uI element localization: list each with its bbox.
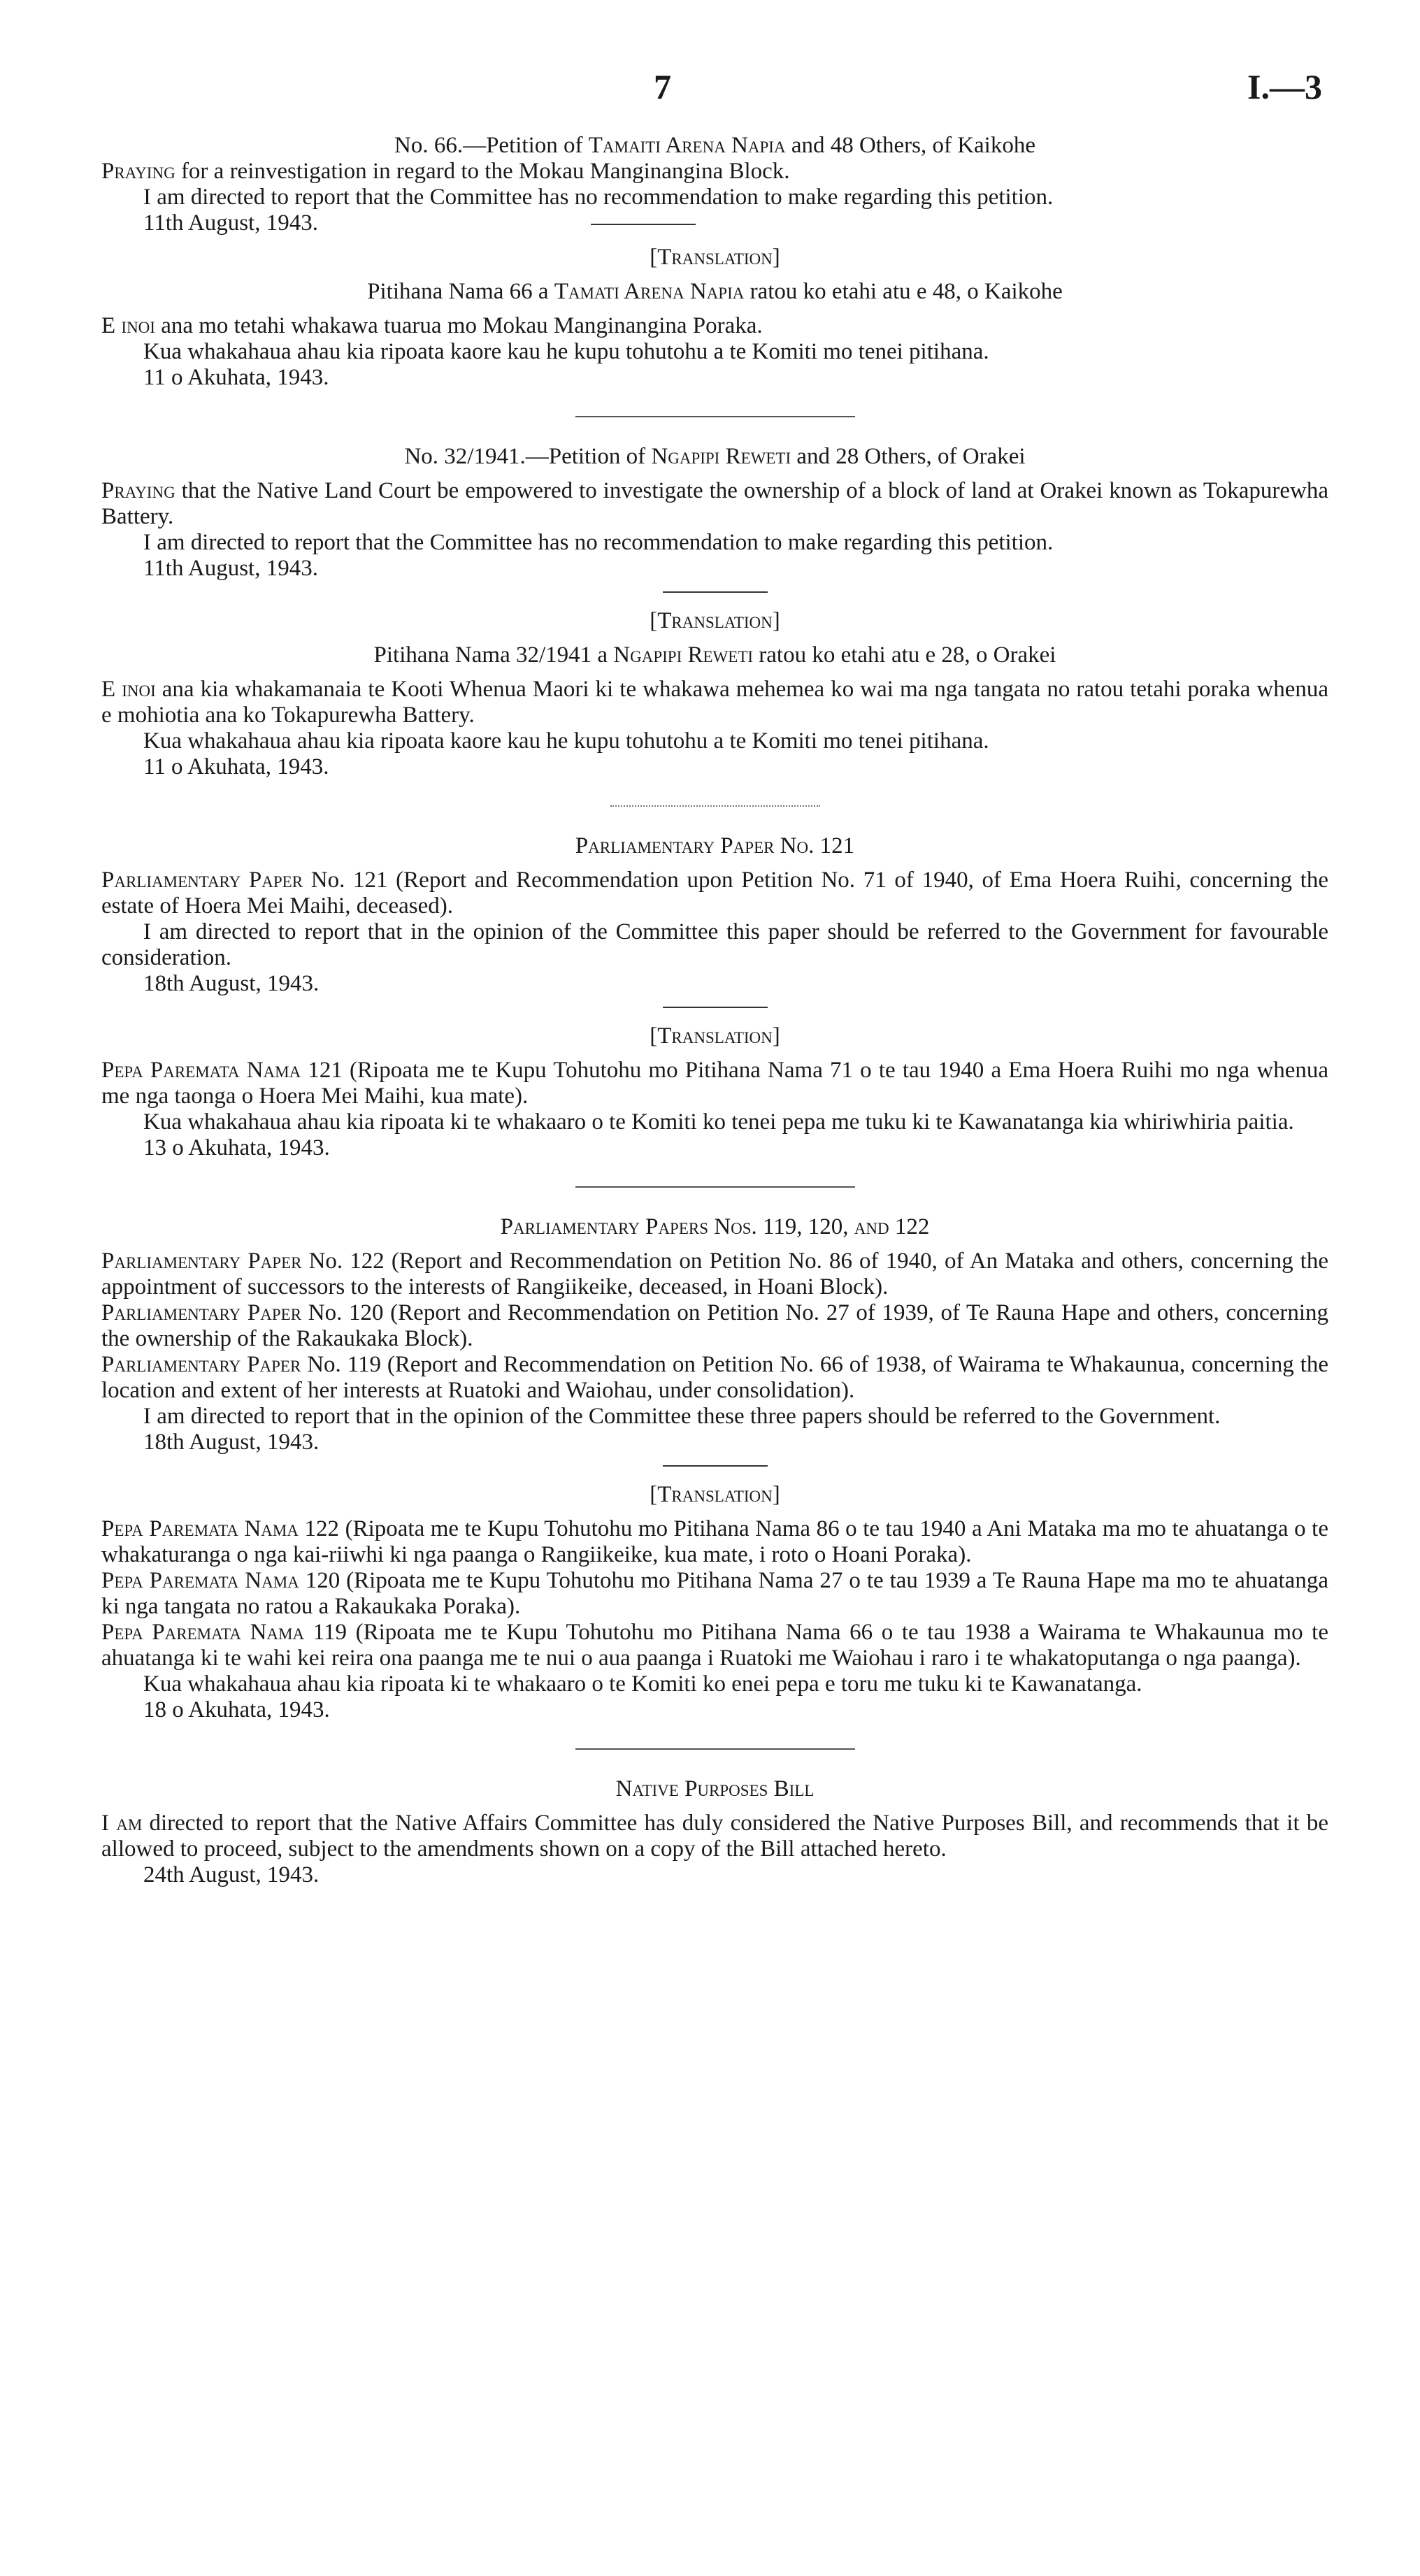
petition-32-section [101, 444, 1328, 780]
petition-66-translation-inoi: E inoi ana mo tetahi whakawa tuarua mo Mokau Manginangina Poraka. [101, 313, 763, 338]
paper-119-description: Parliamentary Paper No. 119 (Report and Recommendation on Petition No. 66 of 1938, of Wairama te Whakaunua, concerning the location and extent of her interests at Ruatoki and Waiohau, under consolidation). [101, 1352, 1328, 1403]
petition-66-translation-report: Kua whakahaua ahau kia ripoata kaore kau he kupu tohutohu a te Komiti mo tenei pitihana. [143, 339, 989, 364]
page-number: 7 [654, 67, 671, 106]
paper-121-report: I am directed to report that in the opinion of the Committee this paper should be referred to the Government for favourable consideration. [101, 919, 1328, 970]
petition-32-translation-date: 11 o Akuhata, 1943. [143, 754, 329, 779]
document-reference: I.—3 [1247, 67, 1322, 106]
section-divider [610, 805, 820, 807]
petition-32-praying: Praying that the Native Land Court be empowered to investigate the ownership of a block of land at Orakei known as Tokapurewha Battery. [101, 478, 1328, 529]
section-divider [663, 1465, 768, 1467]
petition-32-translation-report: Kua whakahaua ahau kia ripoata kaore kau he kupu tohutohu a te Komiti mo tenei pitihana. [143, 728, 989, 754]
paper-120-description: Parliamentary Paper No. 120 (Report and Recommendation on Petition No. 27 of 1939, of Te Rauna Hape and others, concerning the ownership of the Rakaukaka Block). [101, 1300, 1328, 1351]
petition-66-report: I am directed to report that the Committee has no recommendation to make regarding this petition. [143, 185, 1054, 210]
section-divider [575, 416, 855, 417]
petition-66-translation-label: [Translation] [650, 245, 780, 270]
papers-119-120-122-heading: Parliamentary Papers Nos. 119, 120, and 122 [500, 1214, 930, 1239]
paper-120-translation: Pepa Paremata Nama 120 (Ripoata me te Kupu Tohutohu mo Pitihana Nama 27 o te tau 1939 a Te Rauna Hape ma mo te ahuatanga ki nga tangata no ratou a Rakaukaka Poraka). [101, 1568, 1328, 1619]
petition-66-translation-date: 11 o Akuhata, 1943. [143, 365, 329, 390]
section-divider [663, 591, 768, 593]
paper-121-translation-report: Kua whakahaua ahau kia ripoata ki te whakaaro o te Komiti ko tenei pepa me tuku ki te Kawanatanga kia whiriwhiria paitia. [143, 1109, 1294, 1135]
petition-32-heading: No. 32/1941.—Petition of Ngapipi Reweti and 28 Others, of Orakei [404, 444, 1026, 469]
petition-66-section [101, 133, 1328, 391]
native-purposes-bill-heading: Native Purposes Bill [615, 1776, 815, 1801]
paper-122-description: Parliamentary Paper No. 122 (Report and Recommendation on Petition No. 86 of 1940, of An Mataka and others, concerning the appointment of successors to the interests of Rangiikeike, deceased, in Hoani Block). [101, 1249, 1328, 1300]
papers-119-120-122-report: I am directed to report that in the opinion of the Committee these three papers should be referred to the Government. [143, 1404, 1221, 1429]
page-body [101, 133, 1328, 1888]
petition-32-translation-heading: Pitihana Nama 32/1941 a Ngapipi Reweti ratou ko etahi atu e 28, o Orakei [373, 642, 1056, 668]
papers-119-120-122-date: 18th August, 1943. [143, 1430, 320, 1455]
native-purposes-bill-date: 24th August, 1943. [143, 1862, 320, 1887]
petition-32-date: 11th August, 1943. [143, 556, 318, 581]
paper-121-date: 18th August, 1943. [143, 971, 320, 996]
section-divider [575, 1748, 855, 1750]
section-divider [575, 1186, 855, 1188]
paper-121-description: Parliamentary Paper No. 121 (Report and Recommendation upon Petition No. 71 of 1940, of Ema Hoera Ruihi, concerning the estate of Hoera Mei Maihi, deceased). [101, 868, 1328, 919]
paper-122-translation: Pepa Paremata Nama 122 (Ripoata me te Kupu Tohutohu mo Pitihana Nama 86 o te tau 1940 a Ani Mataka ma mo te ahuatanga o te whakaturanga o nga kai-riiwhi ki nga paanga o Rangiikeike, kua mate, i roto o Hoani Poraka). [101, 1516, 1328, 1567]
native-purposes-bill-section [101, 1776, 1328, 1888]
paper-121-heading: Parliamentary Paper No. 121 [575, 833, 855, 858]
petition-66-translation-heading: Pitihana Nama 66 a Tamati Arena Napia ratou ko etahi atu e 48, o Kaikohe [367, 279, 1063, 304]
petition-32-translation-inoi: E inoi ana kia whakamanaia te Kooti Whenua Maori ki te whakawa mehemea ko wai ma nga tangata no ratou tetahi poraka whenua e mohiotia ana ko Tokapurewha Battery. [101, 677, 1329, 728]
section-divider [663, 1007, 768, 1008]
papers-119-120-122-section [101, 1214, 1328, 1723]
paper-121-translation-label: [Translation] [650, 1023, 780, 1049]
petition-66-praying: Praying for a reinvestigation in regard to the Mokau Manginangina Block. [101, 159, 790, 184]
paper-121-translation-date: 13 o Akuhata, 1943. [143, 1135, 330, 1160]
native-purposes-bill-report: I am directed to report that the Native Affairs Committee has duly considered the Native Purposes Bill, and recommends that it be allowed to proceed, subject to the amendments shown on a copy of the Bill attached hereto. [101, 1811, 1328, 1862]
paper-121-translation-description: Pepa Paremata Nama 121 (Ripoata me te Kupu Tohutohu mo Pitihana Nama 71 o te tau 1940 a Ema Hoera Ruihi mo nga whenua me nga taonga o Hoera Mei Maihi, kua mate). [101, 1058, 1328, 1109]
petition-66-heading: No. 66.—Petition of Tamaiti Arena Napia and 48 Others, of Kaikohe [394, 133, 1035, 158]
petition-32-report: I am directed to report that the Committee has no recommendation to make regarding this petition. [143, 530, 1054, 555]
petition-32-translation-label: [Translation] [650, 608, 780, 633]
paper-119-translation: Pepa Paremata Nama 119 (Ripoata me te Kupu Tohutohu mo Pitihana Nama 66 o te tau 1938 a Wairama te Whakaunua mo te ahuatanga ki te wahi kei reira ona paanga me te nui o aua paanga i Ruatoki me Waiohau i raro i te whakatoputanga o nga paanga). [101, 1620, 1328, 1671]
paper-121-section [101, 833, 1328, 1161]
petition-66-date: 11th August, 1943. [101, 210, 1328, 236]
papers-119-120-122-translation-label: [Translation] [650, 1482, 780, 1507]
papers-119-120-122-translation-date: 18 o Akuhata, 1943. [143, 1697, 330, 1722]
papers-119-120-122-translation-report: Kua whakahaua ahau kia ripoata ki te whakaaro o te Komiti ko enei pepa e toru me tuku ki te Kawanatanga. [143, 1671, 1142, 1697]
section-divider [591, 224, 696, 225]
